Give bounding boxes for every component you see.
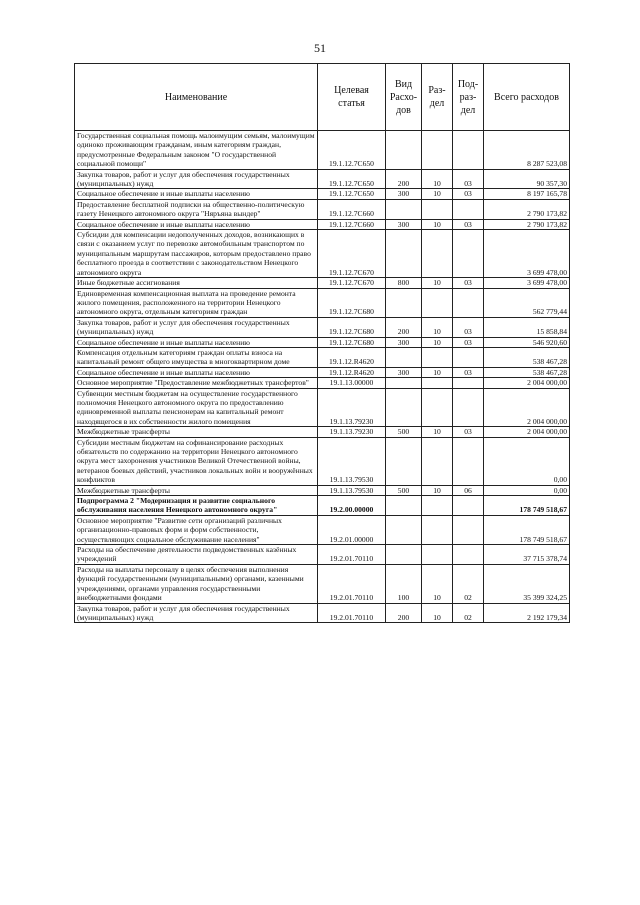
row-name: Межбюджетные трансферты	[75, 427, 318, 437]
row-podrazdel: 03	[453, 278, 484, 288]
row-podrazdel	[453, 515, 484, 544]
row-name: Государственная социальная помощь малоимущим семьям, малоимущим одиноко проживающим гражданам, иным категориям граждан, предусмотренные Федеральным законом "О государственной социальной помощи"	[75, 131, 318, 170]
table-row	[75, 288, 570, 317]
table-header-row	[75, 64, 570, 131]
row-target-code: 19.2.01.70110	[318, 545, 386, 565]
row-total: 37 715 378,74	[484, 545, 570, 565]
row-total: 562 779,44	[484, 288, 570, 317]
row-podrazdel	[453, 199, 484, 219]
table-row	[75, 545, 570, 565]
table-row	[75, 230, 570, 278]
table-row	[75, 378, 570, 388]
row-target-code: 19.1.12.7С660	[318, 219, 386, 229]
row-name: Субсидии для компенсации недополученных доходов, возникающих в связи с оказанием услуг по перевозке автомобильным транспортом по муниципальным маршрутам пассажиров, которым предоставлено право бесплатного проезда в соответствии с законодательством Ненецкого автономного округа	[75, 230, 318, 278]
row-razdel	[422, 347, 453, 367]
row-total: 2 004 000,00	[484, 388, 570, 427]
header-total: Всего расходов	[484, 64, 570, 131]
row-name: Закупка товаров, работ и услуг для обеспечения государственных (муниципальных) нужд	[75, 169, 318, 189]
row-podrazdel	[453, 347, 484, 367]
row-target-code: 19.1.13.79230	[318, 427, 386, 437]
row-vid: 300	[386, 337, 422, 347]
row-vid: 200	[386, 317, 422, 337]
row-podrazdel: 06	[453, 485, 484, 495]
row-razdel	[422, 545, 453, 565]
row-podrazdel: 02	[453, 564, 484, 603]
table-row	[75, 169, 570, 189]
row-target-code: 19.1.13.79230	[318, 388, 386, 427]
row-razdel	[422, 515, 453, 544]
row-razdel	[422, 131, 453, 170]
row-target-code: 19.1.13.79530	[318, 437, 386, 485]
row-podrazdel: 03	[453, 219, 484, 229]
row-name: Субвенции местным бюджетам на осуществление государственного полномочия Ненецкого автономного округа по предоставлению единовременной выплаты пенсионерам на капитальный ремонт находящегося в их собственности жилого помещения	[75, 388, 318, 427]
row-podrazdel	[453, 388, 484, 427]
row-razdel: 10	[422, 564, 453, 603]
row-total: 2 790 173,82	[484, 199, 570, 219]
row-podrazdel	[453, 230, 484, 278]
row-total: 178 749 518,67	[484, 496, 570, 516]
row-podrazdel: 03	[453, 189, 484, 199]
row-vid	[386, 230, 422, 278]
row-target-code: 19.1.13.79530	[318, 485, 386, 495]
row-total: 2 192 179,34	[484, 603, 570, 623]
row-vid: 300	[386, 219, 422, 229]
row-razdel	[422, 230, 453, 278]
row-razdel: 10	[422, 219, 453, 229]
row-total: 2 004 000,00	[484, 378, 570, 388]
row-razdel: 10	[422, 278, 453, 288]
row-total: 3 699 478,00	[484, 230, 570, 278]
row-razdel: 10	[422, 485, 453, 495]
table-row	[75, 189, 570, 199]
table-row	[75, 485, 570, 495]
row-total: 538 467,28	[484, 367, 570, 377]
row-name: Закупка товаров, работ и услуг для обеспечения государственных (муниципальных) нужд	[75, 317, 318, 337]
row-vid: 200	[386, 169, 422, 189]
row-razdel: 10	[422, 427, 453, 437]
table-row	[75, 199, 570, 219]
row-vid: 200	[386, 603, 422, 623]
row-total: 0,00	[484, 437, 570, 485]
row-razdel: 10	[422, 189, 453, 199]
table-row	[75, 219, 570, 229]
table-row	[75, 603, 570, 623]
row-target-code: 19.1.12.7С650	[318, 169, 386, 189]
row-target-code: 19.1.12.7С660	[318, 199, 386, 219]
row-podrazdel	[453, 545, 484, 565]
row-target-code: 19.1.12.R4620	[318, 347, 386, 367]
row-razdel: 10	[422, 337, 453, 347]
row-name: Основное мероприятие "Развитие сети организаций различных организационно-правовых форм и форм собственности, осуществляющих социальное обслуживание населения"	[75, 515, 318, 544]
row-name: Социальное обеспечение и иные выплаты населению	[75, 189, 318, 199]
row-target-code: 19.2.00.00000	[318, 496, 386, 516]
row-vid: 100	[386, 564, 422, 603]
row-podrazdel	[453, 131, 484, 170]
row-podrazdel	[453, 437, 484, 485]
row-total: 3 699 478,00	[484, 278, 570, 288]
row-vid: 500	[386, 427, 422, 437]
row-total: 35 399 324,25	[484, 564, 570, 603]
row-vid	[386, 496, 422, 516]
row-name: Закупка товаров, работ и услуг для обеспечения государственных (муниципальных) нужд	[75, 603, 318, 623]
row-name: Социальное обеспечение и иные выплаты населению	[75, 367, 318, 377]
row-razdel: 10	[422, 169, 453, 189]
row-podrazdel	[453, 288, 484, 317]
row-name: Компенсация отдельным категориям граждан оплаты взноса на капитальный ремонт общего имущества в многоквартирном доме	[75, 347, 318, 367]
row-name: Межбюджетные трансферты	[75, 485, 318, 495]
row-name: Единовременная компенсационная выплата на проведение ремонта жилого помещения, расположенного на территории Ненецкого автономного округа, отдельным категориям граждан	[75, 288, 318, 317]
row-target-code: 19.2.01.70110	[318, 564, 386, 603]
table-row	[75, 437, 570, 485]
table-row	[75, 496, 570, 516]
row-target-code: 19.1.12.7С670	[318, 230, 386, 278]
row-total: 178 749 518,67	[484, 515, 570, 544]
row-name: Субсидии местным бюджетам на софинансирование расходных обязательств по содержанию на территории Ненецкого автономного округа мест захоронения участников Великой Отечественной войны, ветеранов боевых действий, участников локальных войн и вооружённых конфликтов	[75, 437, 318, 485]
table-row	[75, 278, 570, 288]
row-vid: 300	[386, 367, 422, 377]
row-total: 2 790 173,82	[484, 219, 570, 229]
row-total: 0,00	[484, 485, 570, 495]
row-total: 8 287 523,08	[484, 131, 570, 170]
row-razdel	[422, 496, 453, 516]
row-razdel	[422, 437, 453, 485]
row-razdel	[422, 378, 453, 388]
header-target: Целевая статья	[318, 64, 386, 131]
row-name: Основное мероприятие "Предоставление межбюджетных трансфертов"	[75, 378, 318, 388]
table-row	[75, 317, 570, 337]
row-name: Иные бюджетные ассигнования	[75, 278, 318, 288]
header-name: Наименование	[75, 64, 318, 131]
table-row	[75, 515, 570, 544]
row-vid	[386, 199, 422, 219]
row-vid: 800	[386, 278, 422, 288]
row-vid	[386, 545, 422, 565]
row-name: Социальное обеспечение и иные выплаты населению	[75, 337, 318, 347]
row-target-code: 19.1.12.7С680	[318, 337, 386, 347]
row-podrazdel: 03	[453, 317, 484, 337]
header-vid: Вид Расхо-дов	[386, 64, 422, 131]
table-row	[75, 427, 570, 437]
row-total: 15 858,84	[484, 317, 570, 337]
expenditure-table	[74, 63, 570, 623]
row-podrazdel: 03	[453, 337, 484, 347]
row-vid: 300	[386, 189, 422, 199]
row-vid	[386, 515, 422, 544]
table-row	[75, 337, 570, 347]
row-podrazdel	[453, 378, 484, 388]
row-podrazdel	[453, 496, 484, 516]
row-name: Расходы на обеспечение деятельности подведомственных казённых учреждений	[75, 545, 318, 565]
row-razdel	[422, 288, 453, 317]
table-row	[75, 367, 570, 377]
row-total: 538 467,28	[484, 347, 570, 367]
row-name: Социальное обеспечение и иные выплаты населению	[75, 219, 318, 229]
row-vid: 500	[386, 485, 422, 495]
row-total: 90 357,30	[484, 169, 570, 189]
row-razdel	[422, 199, 453, 219]
row-vid	[386, 437, 422, 485]
row-target-code: 19.1.12.R4620	[318, 367, 386, 377]
row-vid	[386, 388, 422, 427]
row-vid	[386, 347, 422, 367]
row-podrazdel: 03	[453, 427, 484, 437]
row-target-code: 19.1.13.00000	[318, 378, 386, 388]
row-razdel: 10	[422, 603, 453, 623]
row-podrazdel: 02	[453, 603, 484, 623]
row-vid	[386, 288, 422, 317]
table-row	[75, 388, 570, 427]
row-target-code: 19.2.01.00000	[318, 515, 386, 544]
row-razdel: 10	[422, 367, 453, 377]
row-target-code: 19.1.12.7С680	[318, 317, 386, 337]
header-podrazdel: Под-раз-дел	[453, 64, 484, 131]
row-total: 546 920,60	[484, 337, 570, 347]
row-vid	[386, 378, 422, 388]
row-target-code: 19.1.12.7С650	[318, 189, 386, 199]
header-razdel: Раз-дел	[422, 64, 453, 131]
row-razdel	[422, 388, 453, 427]
table-row	[75, 347, 570, 367]
row-razdel: 10	[422, 317, 453, 337]
row-target-code: 19.1.12.7С670	[318, 278, 386, 288]
row-name: Подпрограмма 2 "Модернизация и развитие социального обслуживания населения Ненецкого автономного округа"	[75, 496, 318, 516]
row-target-code: 19.2.01.70110	[318, 603, 386, 623]
row-target-code: 19.1.12.7С650	[318, 131, 386, 170]
table-row	[75, 131, 570, 170]
row-total: 8 197 165,78	[484, 189, 570, 199]
row-podrazdel: 03	[453, 169, 484, 189]
row-target-code: 19.1.12.7С680	[318, 288, 386, 317]
row-name: Предоставление бесплатной подписки на общественно-политическую газету Ненецкого автономного округа "Няръяна вындер"	[75, 199, 318, 219]
row-vid	[386, 131, 422, 170]
row-podrazdel: 03	[453, 367, 484, 377]
row-total: 2 004 000,00	[484, 427, 570, 437]
table-row	[75, 564, 570, 603]
row-name: Расходы на выплаты персоналу в целях обеспечения выполнения функций государственными (муниципальными) органами, казенными учреждениями, органами управления государственными внебюджетными фондами	[75, 564, 318, 603]
page-number: 51	[314, 41, 326, 55]
